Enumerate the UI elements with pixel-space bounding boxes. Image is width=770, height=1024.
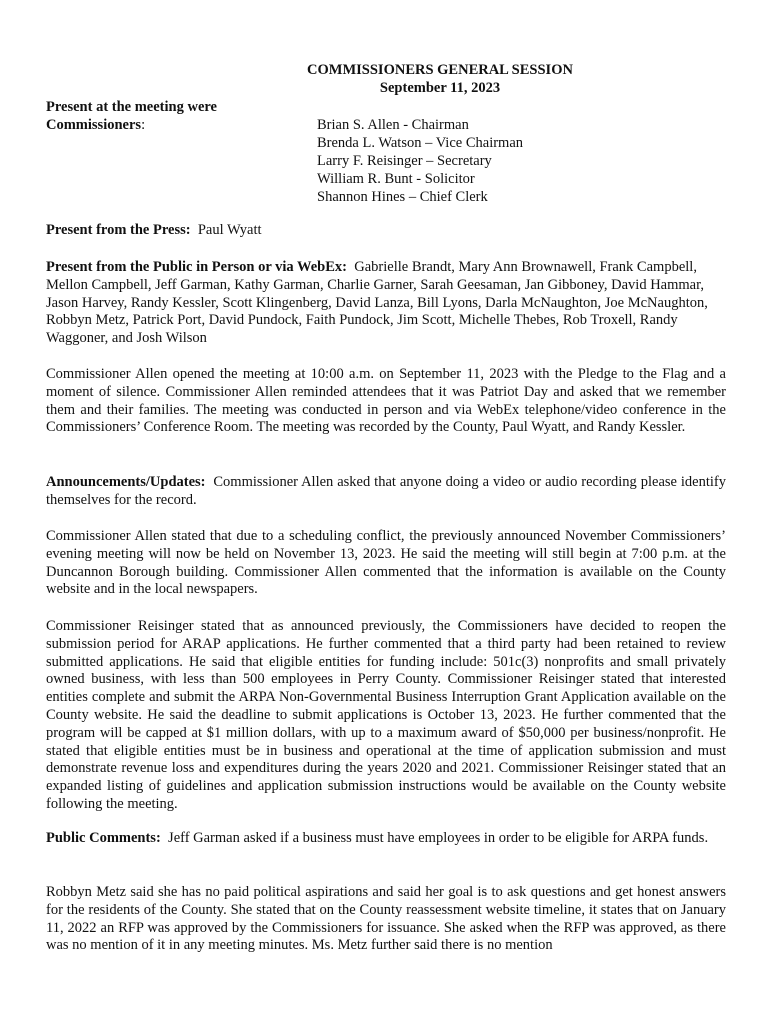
public-comments-label: Public Comments: — [46, 830, 161, 846]
announcements-label: Announcements/Updates: — [46, 474, 206, 490]
present-label-line: Present at the meeting were — [46, 99, 217, 115]
announcements-text: Commissioner Allen asked that anyone doing a video or audio recording please identify themselves for the record. — [46, 474, 726, 508]
roster-entry: Larry F. Reisinger – Secretary — [317, 153, 492, 169]
press-label: Present from the Press: — [46, 222, 191, 238]
commissioners-label — [46, 116, 217, 134]
november-meeting-paragraph: Commissioner Allen stated that due to a scheduling conflict, the previously announced November Commissioners’ evening meeting will now be held on November 13, 2023. He said the meeting will still begin at 7:00 p.m. at the Duncannon Borough building. Commissioner Allen commented that the information is available on the County website and in the local newspapers. — [46, 528, 726, 598]
public-names: Gabrielle Brandt, Mary Ann Brownawell, Frank Campbell, Mellon Campbell, Jeff Garman, Kathy Garman, Charlie Garner, Sarah Geesaman, Jan Gibboney, David Hammar, Jason Harvey, Randy Kessler, Scott Klingenberg, David Lanza, Bill Lyons, Darla McNaughton, Joe McNaughton, Robbyn Metz, Patrick Port, David Pundock, Faith Pundock, Jim Scott, Michelle Thebes, Rob Troxell, Randy Waggoner, and Josh Wilson — [46, 259, 708, 347]
press-names: Paul Wyatt — [197, 222, 262, 238]
public-attendance — [46, 259, 726, 348]
document-title: COMMISSIONERS GENERAL SESSION — [307, 62, 573, 78]
roster-entry: William R. Bunt - Solicitor — [317, 171, 475, 187]
commissioners-label-text: Commissioners — [46, 117, 142, 133]
public-comments-text: Jeff Garman asked if a business must have employees in order to be eligible for ARPA funds. — [168, 830, 709, 846]
commissioner-roster — [317, 116, 523, 206]
press-attendance — [46, 222, 726, 240]
public-comments-paragraph — [46, 830, 726, 848]
roster-entry: Shannon Hines – Chief Clerk — [317, 189, 488, 205]
opening-paragraph: Commissioner Allen opened the meeting at 10:00 a.m. on September 11, 2023 with the Pledge to the Flag and a moment of silence. Commissioner Allen reminded attendees that it was Patriot Day and asked that we remember them and their families. The meeting was conducted in person and via WebEx telephone/video conference in the Commissioners’ Conference Room. The meeting was recorded by the County, Paul Wyatt, and Randy Kessler. — [46, 366, 726, 436]
present-at-meeting-label — [46, 98, 217, 134]
meeting-date: September 11, 2023 — [379, 80, 501, 96]
roster-entry: Brian S. Allen - Chairman — [317, 117, 469, 133]
commissioners-label-colon: : — [141, 117, 146, 133]
metz-paragraph: Robbyn Metz said she has no paid political aspirations and said her goal is to ask questions and get honest answers for the residents of the County. She stated that on the County reassessment website timeline, it states that on January 11, 2022 an RFP was approved by the Commissioners for issuance. She asked when the RFP was approved, as there was no mention of it in any meeting minutes. Ms. Metz further said there is no mention — [46, 884, 726, 954]
announcements-paragraph — [46, 474, 726, 510]
public-label: Present from the Public in Person or via WebEx: — [46, 259, 347, 275]
roster-entry: Brenda L. Watson – Vice Chairman — [317, 135, 524, 151]
arpa-paragraph: Commissioner Reisinger stated that as announced previously, the Commissioners have decided to reopen the submission period for ARAP applications. He further commented that a third party had been retained to review submitted applications. He said that eligible entities for funding include: 501c(3) nonprofits and small privately owned business, with less than 500 employees in Perry County. Commissioner Reisinger stated that interested entities complete and submit the ARPA Non-Governmental Business Interruption Grant Application available on the County website. He said the deadline to submit applications is October 13, 2023. He further commented that the program will be capped at $1 million dollars, with up to a maximum award of $50,000 per business/nonprofit. He stated that eligible entities must be in business and operational at the time of application submission and must demonstrate revenue loss and expenditures during the years 2020 and 2021. Commissioner Reisinger stated that an expanded listing of guidelines and application submission instructions would be available on the County website following the meeting. — [46, 618, 726, 812]
